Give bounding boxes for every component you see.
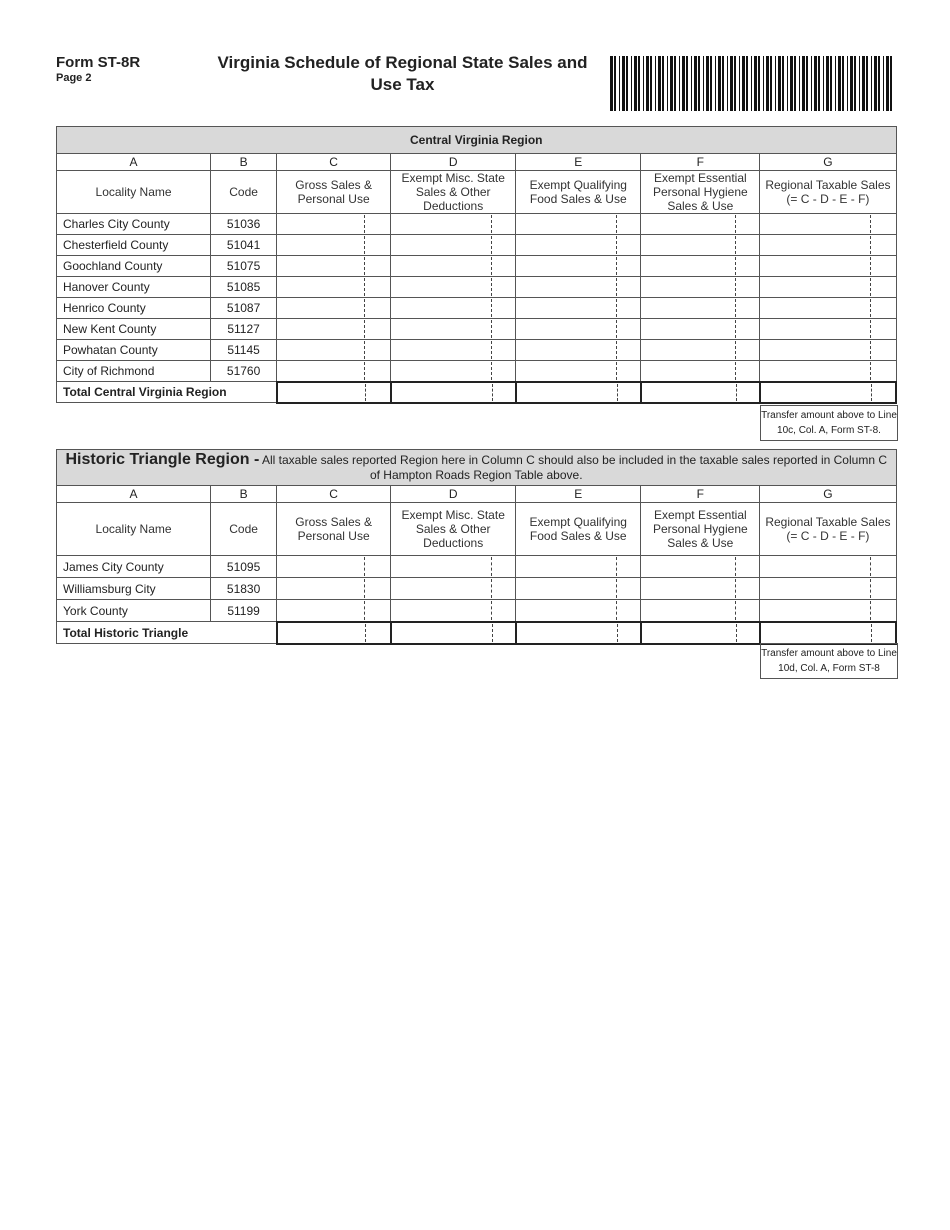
cents-divider: [870, 257, 871, 275]
cents-divider: [616, 257, 617, 275]
table-row: [57, 361, 897, 382]
locality-code: 51760: [211, 361, 277, 382]
regional-taxable-input[interactable]: [760, 214, 896, 235]
exempt-misc-input[interactable]: [391, 277, 516, 298]
cents-divider: [491, 341, 492, 359]
barcode-bar: [778, 56, 781, 111]
cents-divider: [735, 236, 736, 254]
cents-divider: [735, 320, 736, 338]
locality-code: 51095: [211, 556, 277, 578]
barcode-bar: [818, 56, 820, 111]
barcode-bar: [838, 56, 841, 111]
barcode-bar: [835, 56, 836, 111]
locality-name: Hanover County: [57, 277, 211, 298]
barcode-bar: [622, 56, 625, 111]
cents-divider: [491, 362, 492, 380]
exempt-misc-input[interactable]: [391, 214, 516, 235]
barcode-bar: [631, 56, 632, 111]
cents-divider: [364, 320, 365, 338]
cents-divider: [870, 557, 871, 576]
cents-divider: [491, 299, 492, 317]
cents-divider: [491, 215, 492, 233]
cents-divider: [871, 624, 872, 642]
barcode-bar: [610, 56, 613, 111]
barcode-bar: [662, 56, 664, 111]
total-gross-sales-input[interactable]: [277, 622, 391, 644]
gross-sales-input[interactable]: [277, 340, 391, 361]
barcode-bar: [854, 56, 856, 111]
cents-divider: [870, 278, 871, 296]
cents-divider: [364, 362, 365, 380]
barcode-bar: [763, 56, 764, 111]
col-header-exempt-hygiene: Exempt Essential Personal Hygiene Sales & Use: [641, 171, 760, 214]
historic-region-header: [57, 450, 897, 486]
locality-code: 51127: [211, 319, 277, 340]
col-letter: D: [391, 154, 516, 171]
central-transfer-note: Transfer amount above to Line 10c, Col. A, Form ST-8.: [760, 405, 898, 441]
exempt-misc-input[interactable]: [391, 298, 516, 319]
exempt-misc-input[interactable]: [391, 578, 516, 600]
cents-divider: [735, 257, 736, 275]
locality-name: Charles City County: [57, 214, 211, 235]
cents-divider: [870, 362, 871, 380]
total-label: Total Historic Triangle: [57, 622, 277, 644]
total-row: [57, 622, 897, 644]
table-row: [57, 340, 897, 361]
cents-divider: [617, 624, 618, 642]
exempt-food-input[interactable]: [516, 361, 641, 382]
cents-divider: [616, 320, 617, 338]
cents-divider: [870, 341, 871, 359]
barcode-bar: [739, 56, 740, 111]
barcode-bar: [850, 56, 853, 111]
barcode-bar: [790, 56, 793, 111]
cents-divider: [364, 257, 365, 275]
barcode-bar: [802, 56, 805, 111]
cents-divider: [616, 215, 617, 233]
regional-taxable-input[interactable]: [760, 235, 896, 256]
cents-divider: [735, 341, 736, 359]
barcode-bar: [859, 56, 860, 111]
exempt-misc-input[interactable]: [391, 340, 516, 361]
col-letter: E: [516, 486, 641, 503]
locality-name: Goochland County: [57, 256, 211, 277]
barcode-bar: [643, 56, 644, 111]
gross-sales-input[interactable]: [277, 556, 391, 578]
barcode-bar: [775, 56, 776, 111]
table-row: [57, 298, 897, 319]
cents-divider: [870, 299, 871, 317]
table-row: [57, 578, 897, 600]
gross-sales-input[interactable]: [277, 319, 391, 340]
barcode-bar: [782, 56, 784, 111]
cents-divider: [870, 236, 871, 254]
cents-divider: [365, 384, 366, 401]
regional-taxable-input[interactable]: [760, 600, 896, 622]
exempt-misc-input[interactable]: [391, 256, 516, 277]
barcode-bar: [787, 56, 788, 111]
col-letter: B: [211, 154, 277, 171]
exempt-misc-input[interactable]: [391, 319, 516, 340]
barcode-bar: [658, 56, 661, 111]
barcode-bar: [619, 56, 620, 111]
barcode-bar: [883, 56, 884, 111]
barcode-bar: [871, 56, 872, 111]
barcode-bar: [823, 56, 824, 111]
col-letter: F: [641, 154, 760, 171]
regional-taxable-input[interactable]: [760, 319, 896, 340]
exempt-hygiene-input[interactable]: [641, 277, 760, 298]
cents-divider: [491, 257, 492, 275]
exempt-food-input[interactable]: [516, 214, 641, 235]
col-letter: B: [211, 486, 277, 503]
exempt-food-input[interactable]: [516, 319, 641, 340]
cents-divider: [364, 299, 365, 317]
regional-taxable-input[interactable]: [760, 578, 896, 600]
barcode-bar: [646, 56, 649, 111]
historic-transfer-note: Transfer amount above to Line 10d, Col. A, Form ST-8: [760, 643, 898, 679]
cents-divider: [364, 341, 365, 359]
barcode-bar: [866, 56, 868, 111]
total-exempt-misc-input[interactable]: [391, 382, 516, 403]
total-exempt-food-input[interactable]: [516, 382, 641, 403]
barcode-bar: [847, 56, 848, 111]
locality-name: City of Richmond: [57, 361, 211, 382]
barcode-bar: [679, 56, 680, 111]
gross-sales-input[interactable]: [277, 235, 391, 256]
exempt-hygiene-input[interactable]: [641, 600, 760, 622]
gross-sales-input[interactable]: [277, 298, 391, 319]
cents-divider: [735, 557, 736, 576]
barcode-bar: [638, 56, 640, 111]
cents-divider: [735, 278, 736, 296]
form-id: Form ST-8R: [56, 54, 141, 71]
locality-name: New Kent County: [57, 319, 211, 340]
barcode-bar: [634, 56, 637, 111]
total-regional-taxable-input[interactable]: [760, 382, 896, 403]
barcode-bar: [874, 56, 877, 111]
exempt-hygiene-input[interactable]: [641, 235, 760, 256]
barcode-bar: [799, 56, 800, 111]
barcode-bar: [806, 56, 808, 111]
col-letter: C: [277, 154, 391, 171]
cents-divider: [491, 236, 492, 254]
cents-divider: [364, 215, 365, 233]
total-regional-taxable-input[interactable]: [760, 622, 896, 644]
cents-divider: [364, 236, 365, 254]
barcode-bar: [722, 56, 724, 111]
barcode-bar: [826, 56, 829, 111]
col-header-exempt-food: Exempt Qualifying Food Sales & Use: [516, 503, 641, 556]
cents-divider: [364, 579, 365, 598]
cents-divider: [616, 278, 617, 296]
locality-name: Chesterfield County: [57, 235, 211, 256]
barcode-bar: [703, 56, 704, 111]
cents-divider: [491, 278, 492, 296]
locality-code: 51199: [211, 600, 277, 622]
exempt-food-input[interactable]: [516, 256, 641, 277]
gross-sales-input[interactable]: [277, 256, 391, 277]
col-letter: A: [57, 154, 211, 171]
barcode-bar: [886, 56, 889, 111]
cents-divider: [616, 341, 617, 359]
barcode-bar: [650, 56, 652, 111]
table-row: [57, 277, 897, 298]
barcode-bar: [694, 56, 697, 111]
exempt-food-input[interactable]: [516, 600, 641, 622]
exempt-hygiene-input[interactable]: [641, 556, 760, 578]
locality-name: York County: [57, 600, 211, 622]
barcode-bar: [691, 56, 692, 111]
locality-code: 51036: [211, 214, 277, 235]
col-header-code: Code: [211, 503, 277, 556]
locality-name: Henrico County: [57, 298, 211, 319]
cents-divider: [735, 601, 736, 620]
barcode-bar: [811, 56, 812, 111]
barcode-bar: [718, 56, 721, 111]
exempt-hygiene-input[interactable]: [641, 256, 760, 277]
table-row: [57, 319, 897, 340]
cents-divider: [491, 601, 492, 620]
cents-divider: [616, 362, 617, 380]
locality-name: James City County: [57, 556, 211, 578]
col-header-code: Code: [211, 171, 277, 214]
cents-divider: [364, 278, 365, 296]
barcode-bar: [842, 56, 844, 111]
col-letter: C: [277, 486, 391, 503]
col-header-exempt-food: Exempt Qualifying Food Sales & Use: [516, 171, 641, 214]
total-exempt-hygiene-input[interactable]: [641, 382, 760, 403]
historic-region-table: [56, 449, 897, 645]
exempt-hygiene-input[interactable]: [641, 340, 760, 361]
barcode-bar: [626, 56, 628, 111]
cents-divider: [491, 557, 492, 576]
locality-code: 51145: [211, 340, 277, 361]
total-exempt-food-input[interactable]: [516, 622, 641, 644]
barcode-bar: [734, 56, 736, 111]
cents-divider: [870, 579, 871, 598]
barcode-bar: [890, 56, 892, 111]
col-header-exempt-misc: Exempt Misc. State Sales & Other Deductions: [391, 503, 516, 556]
regional-taxable-input[interactable]: [760, 277, 896, 298]
table-row: [57, 256, 897, 277]
gross-sales-input[interactable]: [277, 600, 391, 622]
exempt-misc-input[interactable]: [391, 361, 516, 382]
central-region-table: [56, 126, 897, 404]
regional-taxable-input[interactable]: [760, 361, 896, 382]
barcode-bar: [751, 56, 752, 111]
barcode-bar: [614, 56, 616, 111]
page-number: Page 2: [56, 72, 92, 84]
total-exempt-misc-input[interactable]: [391, 622, 516, 644]
cents-divider: [617, 384, 618, 401]
exempt-food-input[interactable]: [516, 578, 641, 600]
cents-divider: [870, 601, 871, 620]
exempt-hygiene-input[interactable]: [641, 361, 760, 382]
barcode-bar: [698, 56, 700, 111]
barcode-bar: [770, 56, 772, 111]
gross-sales-input[interactable]: [277, 361, 391, 382]
col-letter: A: [57, 486, 211, 503]
barcode-bar: [727, 56, 728, 111]
cents-divider: [491, 320, 492, 338]
cents-divider: [871, 384, 872, 401]
cents-divider: [492, 624, 493, 642]
cents-divider: [735, 215, 736, 233]
gross-sales-input[interactable]: [277, 578, 391, 600]
total-exempt-hygiene-input[interactable]: [641, 622, 760, 644]
cents-divider: [616, 557, 617, 576]
col-header-gross: Gross Sales & Personal Use: [277, 503, 391, 556]
barcode-bar: [830, 56, 832, 111]
col-header-locality: Locality Name: [57, 171, 211, 214]
barcode-bar: [878, 56, 880, 111]
col-header-gross: Gross Sales & Personal Use: [277, 171, 391, 214]
exempt-food-input[interactable]: [516, 277, 641, 298]
col-header-exempt-hygiene: Exempt Essential Personal Hygiene Sales & Use: [641, 503, 760, 556]
locality-code: 51075: [211, 256, 277, 277]
gross-sales-input[interactable]: [277, 214, 391, 235]
barcode-bar: [682, 56, 685, 111]
exempt-hygiene-input[interactable]: [641, 214, 760, 235]
exempt-food-input[interactable]: [516, 340, 641, 361]
exempt-misc-input[interactable]: [391, 556, 516, 578]
page-title: Virginia Schedule of Regional State Sales and Use Tax: [217, 53, 588, 94]
cents-divider: [616, 236, 617, 254]
cents-divider: [736, 384, 737, 401]
barcode-bar: [670, 56, 673, 111]
barcode-bar: [655, 56, 656, 111]
barcode-bar: [862, 56, 865, 111]
cents-divider: [364, 557, 365, 576]
regional-taxable-input[interactable]: [760, 298, 896, 319]
cents-divider: [491, 579, 492, 598]
locality-code: 51041: [211, 235, 277, 256]
barcode-bar: [710, 56, 712, 111]
exempt-food-input[interactable]: [516, 556, 641, 578]
col-letter: G: [760, 154, 896, 171]
table-row: [57, 235, 897, 256]
table-row: [57, 214, 897, 235]
barcode-bar: [794, 56, 796, 111]
barcode-image: [610, 56, 893, 111]
exempt-misc-input[interactable]: [391, 235, 516, 256]
cents-divider: [735, 362, 736, 380]
barcode-bar: [742, 56, 745, 111]
locality-code: 51830: [211, 578, 277, 600]
cents-divider: [616, 601, 617, 620]
locality-name: Powhatan County: [57, 340, 211, 361]
col-letter: G: [760, 486, 896, 503]
locality-name: Williamsburg City: [57, 578, 211, 600]
exempt-food-input[interactable]: [516, 235, 641, 256]
total-label: Total Central Virginia Region: [57, 382, 277, 403]
locality-code: 51085: [211, 277, 277, 298]
col-header-regional-taxable: Regional Taxable Sales (= C - D - E - F): [760, 171, 896, 214]
barcode-bar: [754, 56, 757, 111]
regional-taxable-input[interactable]: [760, 556, 896, 578]
cents-divider: [736, 624, 737, 642]
col-header-exempt-misc: Exempt Misc. State Sales & Other Deductions: [391, 171, 516, 214]
col-header-locality: Locality Name: [57, 503, 211, 556]
col-letter: D: [391, 486, 516, 503]
total-row: [57, 382, 897, 403]
cents-divider: [616, 579, 617, 598]
total-gross-sales-input[interactable]: [277, 382, 391, 403]
barcode-bar: [715, 56, 716, 111]
cents-divider: [492, 384, 493, 401]
table-row: [57, 556, 897, 578]
cents-divider: [616, 299, 617, 317]
cents-divider: [735, 299, 736, 317]
central-region-title: Central Virginia Region: [57, 127, 897, 154]
cents-divider: [870, 320, 871, 338]
col-letter: E: [516, 154, 641, 171]
table-row: [57, 600, 897, 622]
gross-sales-input[interactable]: [277, 277, 391, 298]
barcode-bar: [814, 56, 817, 111]
barcode-bar: [667, 56, 668, 111]
exempt-hygiene-input[interactable]: [641, 578, 760, 600]
exempt-misc-input[interactable]: [391, 600, 516, 622]
barcode-bar: [730, 56, 733, 111]
regional-taxable-input[interactable]: [760, 256, 896, 277]
historic-region-note: All taxable sales reported Region here in Column C should also be included in the taxable sales reported in Column C of Hampton Roads Region Table above.: [261, 453, 887, 482]
exempt-food-input[interactable]: [516, 298, 641, 319]
cents-divider: [870, 215, 871, 233]
locality-code: 51087: [211, 298, 277, 319]
barcode-bar: [706, 56, 709, 111]
exempt-hygiene-input[interactable]: [641, 298, 760, 319]
regional-taxable-input[interactable]: [760, 340, 896, 361]
barcode-bar: [746, 56, 748, 111]
barcode-bar: [674, 56, 676, 111]
cents-divider: [364, 601, 365, 620]
barcode-bar: [766, 56, 769, 111]
cents-divider: [735, 579, 736, 598]
exempt-hygiene-input[interactable]: [641, 319, 760, 340]
col-header-regional-taxable: Regional Taxable Sales (= C - D - E - F): [760, 503, 896, 556]
col-letter: F: [641, 486, 760, 503]
barcode-bar: [758, 56, 760, 111]
historic-region-title: Historic Triangle Region -: [65, 451, 260, 468]
barcode-bar: [686, 56, 688, 111]
cents-divider: [365, 624, 366, 642]
